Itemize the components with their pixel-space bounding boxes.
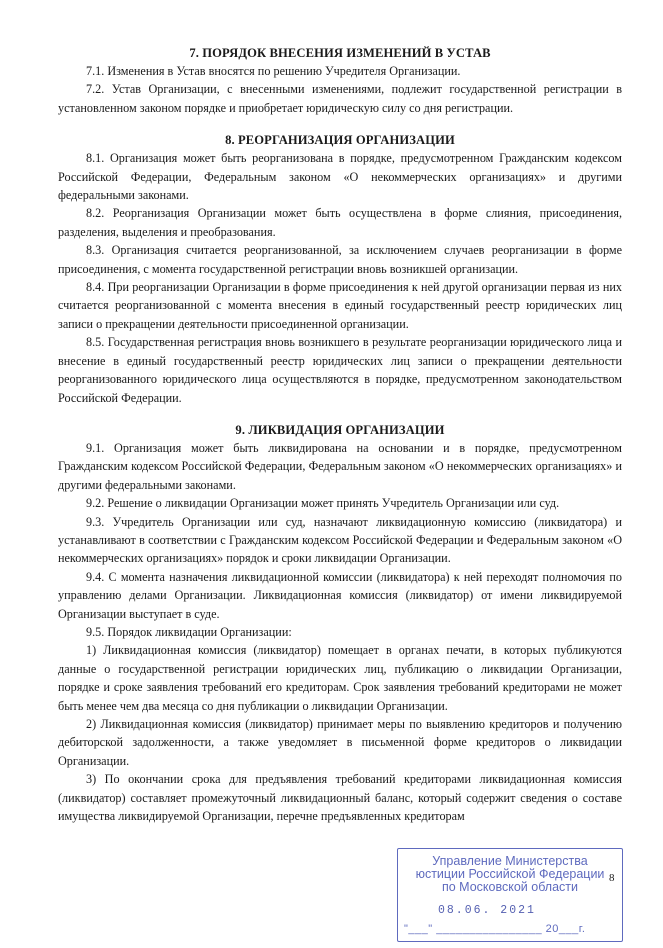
registration-stamp: [397, 848, 623, 942]
clause-8-1: 8.1. Организация может быть реорганизована в порядке, предусмотренном Гражданским кодексом Российской Федерации, Федеральным законом «О некоммерческих организациях» и другими федеральными законами.: [58, 151, 622, 203]
stamp-line-2: юстиции Российской Федерации: [415, 867, 605, 881]
clause-9-4: 9.4. С момента назначения ликвидационной комиссии (ликвидатора) к ней переходят полномочия по управлению делами Организации. Ликвидационная комиссия (ликвидатор) от имени ликвидируемой Организации выступает в суде.: [58, 569, 622, 621]
clause-7-2: 7.2. Устав Организации, с внесенными изменениями, подлежит государственной регистрации в установленном законом порядке и приобретает юридическую силу со дня регистрации.: [58, 82, 622, 115]
clause-9-1: 9.1. Организация может быть ликвидирована на основании и в порядке, предусмотренном Гражданским кодексом Российской Федерации, Федеральным законом «О некоммерческих организациях» и другими федеральными законами.: [58, 440, 622, 492]
clause-9-5: 9.5. Порядок ликвидации Организации:: [86, 624, 292, 639]
clause-9-5-item-1: 1) Ликвидационная комиссия (ликвидатор) помещает в органах печати, в которых публикуются данные о государственной регистрации юридических лиц, публикацию о ликвидации Организации, порядке и сроке заявления требований его кредиторам. Срок заявления требований кредиторами не может быть менее чем два месяца со дня публикации о ликвидации Организации.: [58, 643, 622, 713]
section-9-heading: 9. ЛИКВИДАЦИЯ ОРГАНИЗАЦИИ: [235, 422, 445, 437]
clause-8-4: 8.4. При реорганизации Организации в форме присоединения к ней другой организации первая из них считается реорганизованной с момента внесения в единый государственный реестр юридических лиц записи о прекращении деятельности присоединенной организации.: [58, 280, 622, 331]
clause-9-3: 9.3. Учредитель Организации или суд, назначают ликвидационную комиссию (ликвидатора) и устанавливают в соответствии с Гражданским кодексом Российской Федерации и Федеральным законом «О некоммерческих организациях» порядок и сроки ликвидации Организации.: [58, 514, 622, 566]
stamp-line-1: Управление Министерства: [432, 854, 588, 868]
clause-9-5-item-3: 3) По окончании срока для предъявления требований кредиторами ликвидационная комиссия (ликвидатор) составляет промежуточный ликвидационный баланс, который содержит сведения о составе имущества ликвидируемой Организации, перечне предъявленных кредиторам: [58, 772, 622, 824]
clause-8-2: 8.2. Реорганизация Организации может быть осуществлена в форме слияния, присоединения, разделения, выделения и преобразования.: [58, 206, 622, 239]
page-number: 8: [609, 872, 615, 884]
stamp-date: 08.06. 2021: [438, 904, 536, 917]
section-8-heading: 8. РЕОРГАНИЗАЦИЯ ОРГАНИЗАЦИИ: [225, 133, 455, 148]
clause-8-3: 8.3. Организация считается реорганизованной, за исключением случаев реорганизации в форме присоединения, с момента государственной регистрации вновь возникшей организации.: [58, 243, 622, 276]
stamp-line-3: по Московской области: [441, 880, 579, 894]
document-body: [58, 44, 622, 825]
clause-8-5: 8.5. Государственная регистрация вновь возникшего в результате реорганизации юридического лица и внесение в единый государственный реестр юридических лиц записи о прекращении деятельности реорганизованного юридического лица осуществляются в порядке, предусмотренном законодательством Российской Федерации.: [58, 335, 622, 405]
clause-9-5-item-2: 2) Ликвидационная комиссия (ликвидатор) принимает меры по выявлению кредиторов и получению дебиторской задолженности, а также уведомляет в письменной форме кредиторов о ликвидации Организации.: [58, 717, 622, 768]
clause-9-2: 9.2. Решение о ликвидации Организации может принять Учредитель Организации или суд.: [86, 496, 560, 511]
section-7-heading: 7. ПОРЯДОК ВНЕСЕНИЯ ИЗМЕНЕНИЙ В УСТАВ: [189, 46, 491, 60]
stamp-date-blank: "___" ________________ 20___г.: [404, 923, 586, 935]
clause-7-1: 7.1. Изменения в Устав вносятся по решению Учредителя Организации.: [86, 64, 461, 78]
